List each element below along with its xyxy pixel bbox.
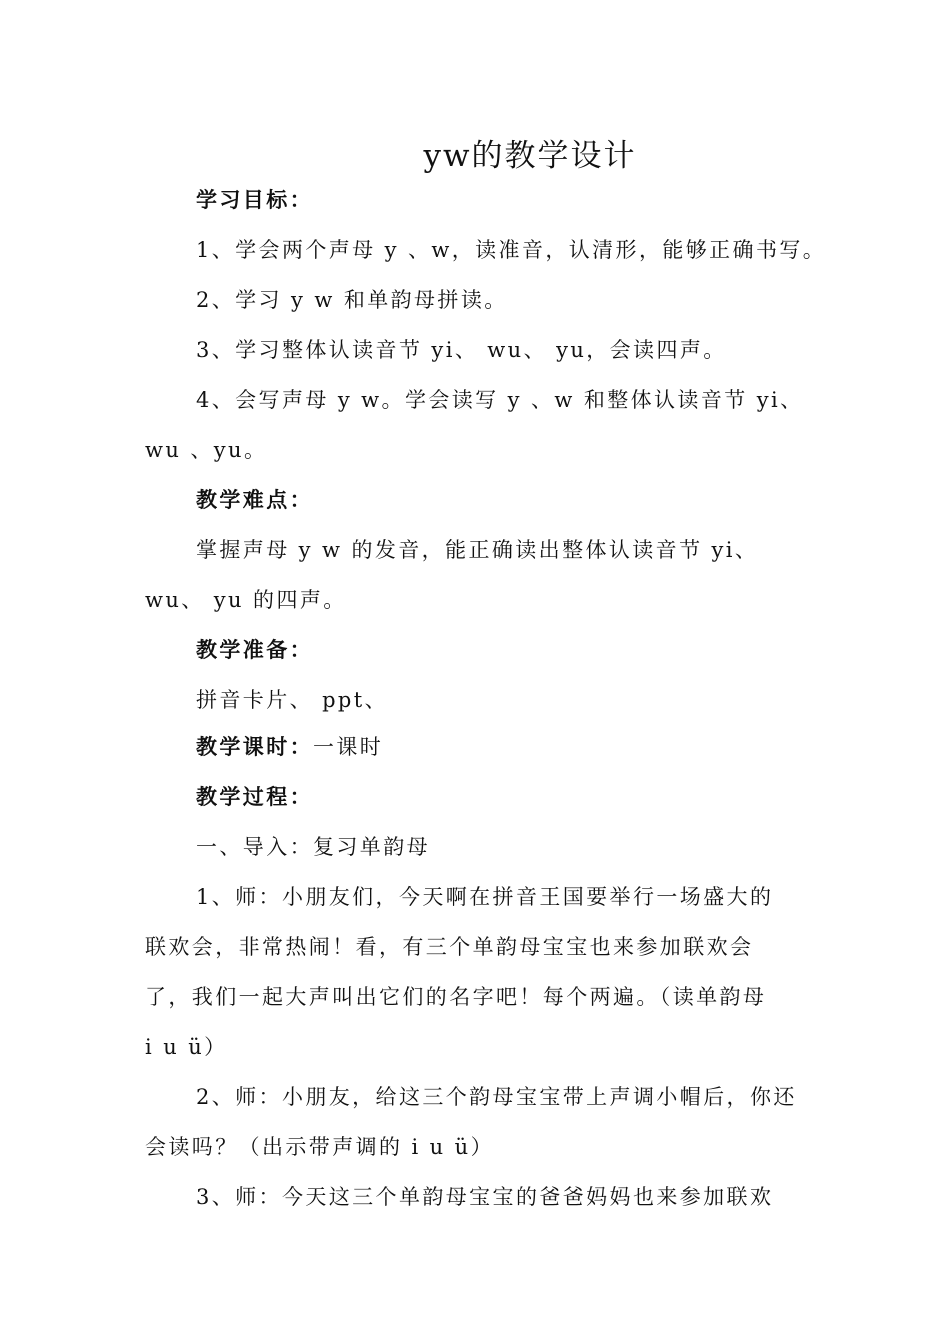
difficulty-line-2: wu、 yu 的四声。 [145,588,347,612]
paragraph-1-line-3: 了，我们一起大声叫出它们的名字吧！每个两遍。（读单韵母 [145,985,767,1009]
paragraph-3-line-1: 3、师：今天这三个单韵母宝宝的爸爸妈妈也来参加联欢 [196,1185,774,1209]
difficulty-heading: 教学难点： [196,488,313,512]
paragraph-2-line-1: 2、师：小朋友，给这三个韵母宝宝带上声调小帽后，你还 [196,1085,797,1109]
paragraph-2-line-2: 会读吗？（出示带声调的 i u ü） [145,1135,494,1159]
goal-3: 3、学习整体认读音节 yi、 wu、 yu，会读四声。 [196,338,727,362]
section-1-heading: 一、导入：复习单韵母 [196,835,430,859]
hours-line [196,722,810,772]
document-title: yw的教学设计 [423,138,637,174]
difficulty-line-1: 掌握声母 y w 的发音，能正确读出整体认读音节 yi、 [196,538,759,562]
hours-value: 一课时 [313,735,384,759]
prep-text: 拼音卡片、 ppt、 [196,688,388,712]
paragraph-1-line-2: 联欢会，非常热闹！看，有三个单韵母宝宝也来参加联欢会 [145,935,754,959]
paragraph-1-line-4: i u ü） [145,1035,228,1059]
paragraph-1-line-1: 1、师：小朋友们，今天啊在拼音王国要举行一场盛大的 [196,885,774,909]
goal-4-line-1: 4、会写声母 y w。学会读写 y 、w 和整体认读音节 yi、 [196,388,804,412]
goal-4-line-2: wu 、yu。 [145,438,268,462]
goal-2: 2、学习 y w 和单韵母拼读。 [196,288,508,312]
process-heading: 教学过程： [196,785,313,809]
goals-heading: 学习目标： [196,188,313,212]
goal-1: 1、学会两个声母 y 、w，读准音，认清形，能够正确书写。 [196,238,827,262]
hours-heading: 教学课时： [196,735,313,759]
prep-heading: 教学准备： [196,638,313,662]
